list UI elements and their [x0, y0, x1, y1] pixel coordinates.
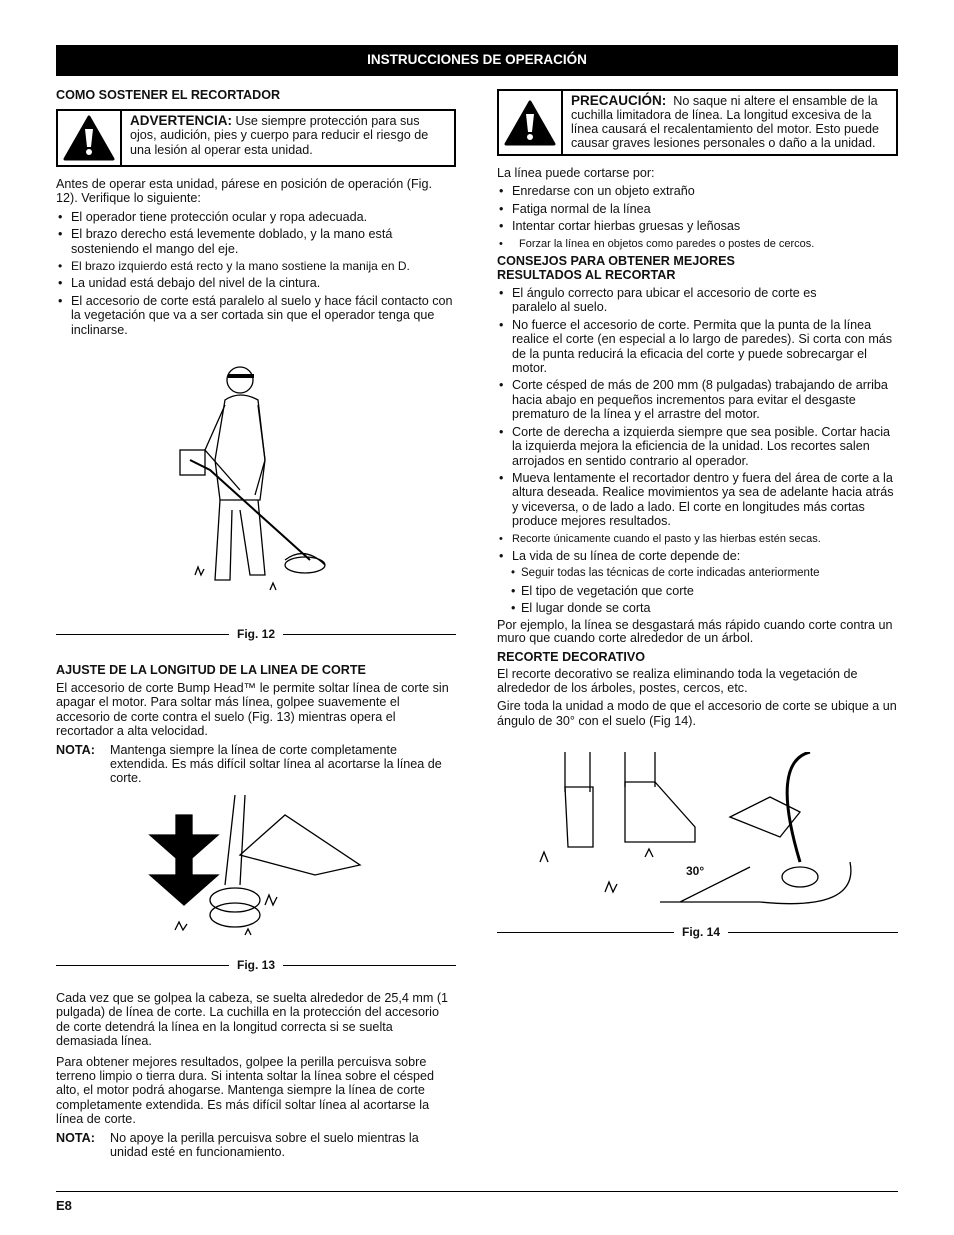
- section-header: INSTRUCCIONES DE OPERACIÓN: [56, 45, 898, 76]
- fig14-label: Fig. 14: [681, 925, 720, 939]
- paragraph: El accesorio de corte Bump Head™ le permite soltar línea de corte sin apagar el motor. Para soltar más línea, golpee suavemente el accesorio de corte contra el suelo (Fig. 13) mientras opera el recortador a alta velocidad.: [56, 681, 449, 739]
- footer-rule: [56, 1191, 898, 1192]
- warning-triangle-icon: [499, 91, 563, 154]
- list-item: • Corte de derecha a izquierda siempre que sea posible. Cortar hacia la izquierda mejora la eficiencia de la unidad. Los recortes salen arrojados en sentido contrario al operador.: [497, 425, 898, 468]
- list-item: • La vida de su línea de corte depende de:: [497, 549, 898, 563]
- list-item: • No fuerce el accesorio de corte. Permita que la punta de la línea realice el corte (en especial a lo largo de paredes). Si corta con más de la punta reducirá la eficacia del corte y puede sobrecargar el motor.: [497, 318, 898, 376]
- caution-label: PRECAUCIÓN:: [571, 93, 667, 108]
- list-item: • Enredarse con un objeto extraño: [497, 184, 898, 198]
- list-item: • El brazo derecho está levemente doblado, y la mano está sosteniendo el mango del eje.: [56, 227, 456, 256]
- paragraph: Cada vez que se golpea la cabeza, se suelta alrededor de 25,4 mm (1 pulgada) de línea de corte. La cuchilla en la protección del accesorio de corte detendrá la línea en la longitud correcta si se suelta demasiada línea.: [56, 991, 449, 1049]
- page-number: E8: [56, 1198, 72, 1213]
- fig13-caption: [56, 958, 456, 972]
- fig14-illustration: [530, 752, 860, 912]
- note: [56, 743, 456, 786]
- tips-title-line1: CONSEJOS PARA OBTENER MEJORES: [497, 254, 735, 269]
- fig13-illustration: [145, 795, 365, 945]
- note-label: NOTA:: [56, 1130, 95, 1145]
- tips-title-line2: RESULTADOS AL RECORTAR: [497, 268, 676, 283]
- list-item: • Intentar cortar hierbas gruesas y leñosas: [497, 219, 898, 233]
- list-item: • El operador tiene protección ocular y ropa adecuada.: [56, 210, 456, 224]
- warning-label: ADVERTENCIA:: [130, 113, 233, 128]
- right-column: [497, 89, 898, 732]
- life-sublist: [509, 566, 898, 615]
- fig12-caption: [56, 627, 456, 641]
- list-item: • Corte césped de más de 200 mm (8 pulgadas) trabajando de arriba hacia abajo en pequeños incrementos para evitar el desgaste prematuro de la línea y el arrastre del motor.: [497, 378, 898, 421]
- caution-box: [497, 89, 898, 156]
- note-text: No apoye la perilla percuisva sobre el suelo mientras la unidad esté en funcionamiento.: [110, 1130, 419, 1160]
- break-intro: La línea puede cortarse por:: [497, 166, 655, 180]
- angle-label: 30°: [686, 864, 705, 878]
- warning-triangle-icon: [58, 111, 122, 165]
- list-item: • Fatiga normal de la línea: [497, 202, 898, 216]
- line-adjust-section: [56, 663, 456, 790]
- note: [56, 1131, 456, 1160]
- list-item: • El tipo de vegetación que corte: [509, 584, 898, 598]
- section-title-line-adjust: AJUSTE DE LA LONGITUD DE LA LINEA DE CORTE: [56, 663, 366, 677]
- list-item: • Mueva lentamente el recortador dentro y fuera del área de corte a la altura deseada. Realice movimientos ya sea de adelante hacia atrás y viceversa, o de lado a lado. El corte en longitudes más cortas produce mejores resultados.: [497, 471, 898, 529]
- left-column: [56, 88, 456, 340]
- list-item: • El lugar donde se corta: [509, 601, 898, 615]
- section-title-tips: [497, 254, 898, 282]
- caution-text: No saque ni altere el ensamble de la cuchilla limitadora de línea. La longitud excesiva de la línea causará el recalentamiento del motor. Esto puede causar graves lesiones personales o daño a la unidad.: [571, 94, 883, 150]
- paragraph: El recorte decorativo se realiza eliminando toda la vegetación de alrededor de los árboles, postes, cercos, etc.: [497, 666, 858, 695]
- list-item: • La unidad está debajo del nivel de la cintura.: [56, 276, 456, 290]
- note-label: NOTA:: [56, 742, 95, 757]
- section-title-holding: COMO SOSTENER EL RECORTADOR: [56, 88, 281, 102]
- list-item: • Forzar la línea en objetos como paredes o postes de cercos.: [497, 237, 898, 251]
- list-item: • Seguir todas las técnicas de corte indicadas anteriormente: [509, 566, 898, 580]
- fig12-illustration: [170, 360, 330, 610]
- fig12-label: Fig. 12: [237, 627, 276, 641]
- line-adjust-continued: [56, 991, 456, 1163]
- list-item: • El brazo izquierdo está recto y la mano sostiene la manija en D.: [56, 259, 456, 273]
- warning-box: [56, 109, 456, 167]
- list-item: • El accesorio de corte está paralelo al suelo y hace fácil contacto con la vegetación que va a ser cortada sin que el operador tenga que inclinarse.: [56, 294, 456, 337]
- fig13-label: Fig. 13: [237, 958, 276, 972]
- warning-text: Use siempre protección para sus ojos, audición, pies y cuerpo para reducir el riesgo de una lesión al operar esta unidad.: [130, 114, 429, 157]
- section-title-decorative: RECORTE DECORATIVO: [497, 649, 646, 664]
- list-item: • El ángulo correcto para ubicar el accesorio de corte es paralelo al suelo.: [497, 286, 898, 315]
- paragraph: Para obtener mejores resultados, golpee la perilla percuisva sobre terreno limpio o tierra dura. Si intenta soltar la línea sobre el césped alto, el motor podrá ahogarse. Mantenga siempre la línea de corte completamente extendida. Es más difícil soltar línea al acortarse la línea de corte.: [56, 1054, 435, 1127]
- fig14-caption: [497, 925, 898, 939]
- break-list: [497, 184, 898, 251]
- example-text: Por ejemplo, la línea se desgastará más rápido cuando corte contra un muro que cuando corte alrededor de un árbol.: [497, 617, 893, 646]
- list-item: • Recorte únicamente cuando el pasto y las hierbas estén secas.: [497, 532, 898, 546]
- checklist: [56, 210, 456, 337]
- note-text: Mantenga siempre la línea de corte completamente extendida. Es más difícil soltar línea al acortarse la línea de corte.: [110, 742, 442, 786]
- intro-text: Antes de operar esta unidad, párese en posición de operación (Fig. 12). Verifique lo siguiente:: [56, 177, 432, 206]
- paragraph: Gire toda la unidad a modo de que el accesorio de corte se ubique a un ángulo de 30° con el suelo (Fig 14).: [497, 699, 897, 728]
- tips-list: [497, 286, 898, 563]
